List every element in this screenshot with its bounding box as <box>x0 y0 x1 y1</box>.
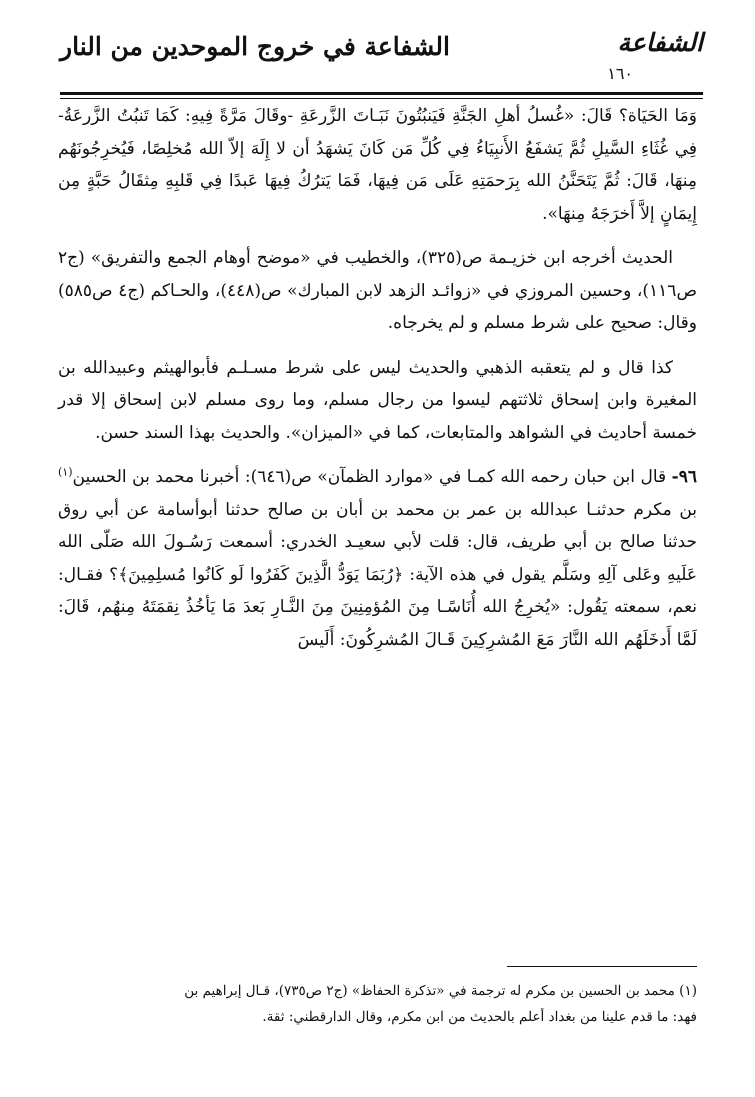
footnote-line-2: فهد: ما قدم علينا من بغداد أعلم بالحديث من ابن مكرم، وقال الدارقطني: ثقة. <box>262 1009 697 1025</box>
series-logo: الشفاعة <box>617 28 703 57</box>
paragraph-takhrij: الحديث أخرجه ابن خزيـمة ص(٣٢٥)، والخطيب في «موضح أوهام الجمع والتفريق» (ج٢ ص١١٦)، وحسين المروزي في «زوائـد الزهد لابن المبارك» ص(٤٤٨)، والحـاكم (ج٤ ص٥٨٥) وقال: صحيح على شرط مسلم و لم يخرجاه. <box>58 248 697 333</box>
page-header <box>60 24 703 86</box>
hadith-text-rest: بن مكرم حدثنـا عبدالله بن عمر بن محمد بن أبان بن صالح حدثنا أبوأسامة عن أبي روق حدثنا صالح بن أبي طريف، قال: قلت لأبي سعيـد الخدري: أسمعت رَسُـولَ الله صَلّى الله عَلَيهِ وعَلى آلِهِ وسَلَّم يقول في هذه الآية: ﴿رُبَمَا يَوَدُّ الَّذِينَ كَفَرُوا لَو كَانُوا مُسلِمِينَ﴾؟ فقـال: نعم، سمعته يَقُول: «يُخرِجُ الله أُنَاسًـا مِنَ المُؤمِنِينَ مِنَ النَّـارِ بَعدَ مَا يَأخُذُ نِقمَتَهُ مِنهُم، قَالَ: لَمَّا أَدخَلَهُم الله النَّارَ مَعَ المُشرِكِينَ قَـالَ المُشرِكُونَ: أَلَيسَ <box>58 499 697 650</box>
page-title: الشفاعة في خروج الموحدين من النار <box>60 32 450 61</box>
main-text <box>58 100 697 668</box>
footnote-divider <box>507 966 697 967</box>
paragraph-hadith-96 <box>58 461 697 656</box>
header-divider-thin <box>60 98 703 99</box>
footnote-marker: (١) <box>58 465 73 479</box>
hadith-number: ٩٦- <box>671 467 697 487</box>
paragraph-commentary: كذا قال و لم يتعقبه الذهبي والحديث ليس على شرط مسـلـم فأبوالهيثم وعبيدالله بن المغيرة وابن إسحاق ثلاثتهم ليسوا من رجال مسلم، وما روى مسلم لابن إسحاق إلا قدر خمسة أحاديث في الشواهد والمتابعات، كما في «الميزان». والحديث بهذا السند حسن. <box>58 357 697 443</box>
paragraph-hadith-continuation: وَمَا الحَيَاة؟ قَالَ: «غُسلُ أهلِ الجَنَّةِ فَيَنبُتُونَ نَبَـاتَ الزَّرعَةِ -وقَالَ مَرَّةً فِيهِ: كَمَا تَنبُتُ الزَّرعَةُ- فِي غُثَاءِ السَّيلِ ثُمَّ يَشفَعُ الأَنبِيَاءُ فِي كُلِّ مَن كَانَ يَشهَدُ أن لا إِلَهَ إلاّ الله مُخلِصًا، فَيُخرِجُونَهُم مِنهَا، قَالَ: ثُمَّ يَتَحَنَّنُ الله بِرَحمَتِهِ عَلَى مَن فِيهَا، فَمَا يَترُكُ فِيهَا عَبدًا فِي قَلبِهِ مِثقَالُ حَبَّةٍ مِن إِيمَانٍ إلاَّ أَخرَجَهُ مِنهَا». <box>58 106 697 224</box>
page-number: ١٦٠ <box>607 64 633 83</box>
footnotes <box>58 978 697 1030</box>
header-divider <box>60 92 703 95</box>
hadith-text-start: قال ابن حبان رحمه الله كمـا في «موارد الظمآن» ص(٦٤٦): أخبرنا محمد بن الحسين <box>72 467 667 487</box>
footnote-line-1: (١) محمد بن الحسين بن مكرم له ترجمة في «تذكرة الحفاظ» (ج٢ ص٧٣٥)، قـال إبراهيم بن <box>184 983 697 999</box>
